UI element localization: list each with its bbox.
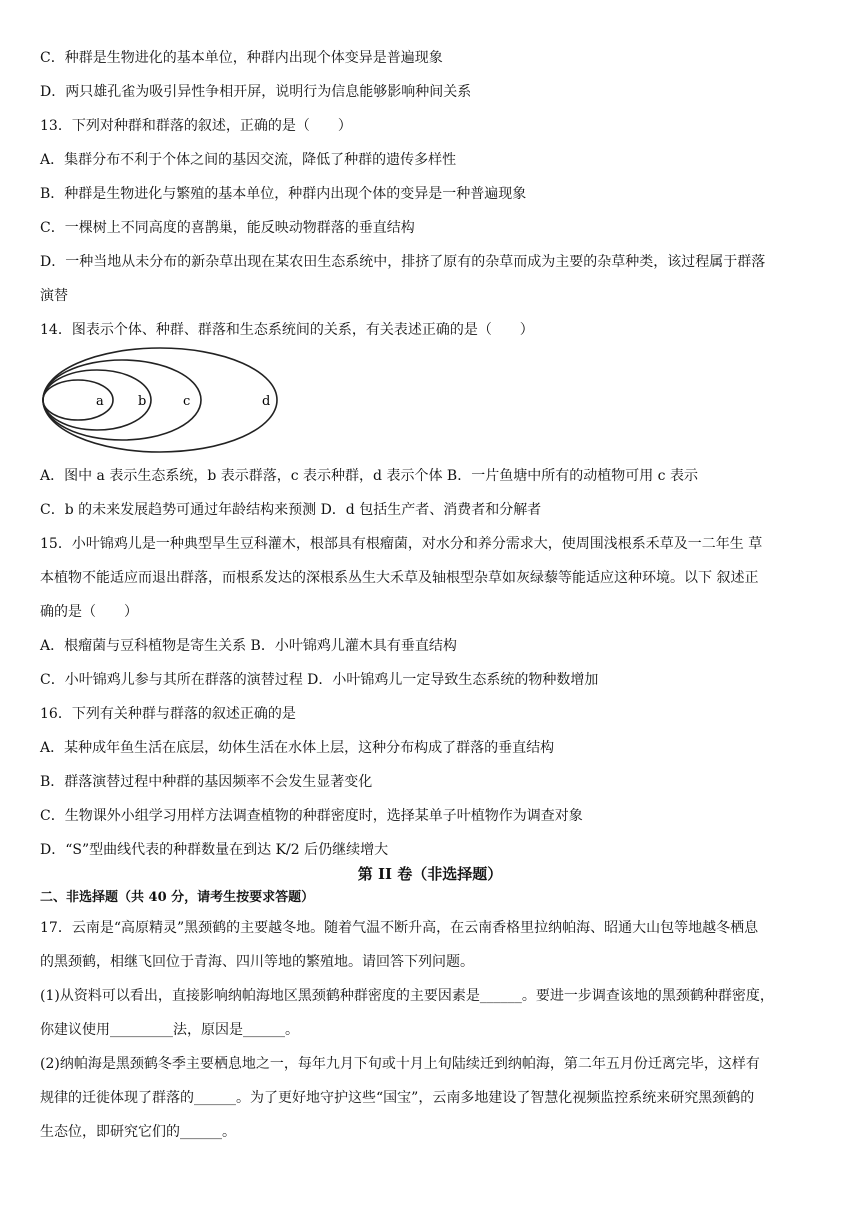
label-c: c [183, 394, 191, 409]
option-12d: D．两只雄孔雀为吸引异性争相开屏，说明行为信息能够影响种间关系 [40, 84, 472, 100]
option-16d: D．“S”型曲线代表的种群数量在到达 K/2 后仍继续增大 [40, 842, 389, 858]
label-b: b [138, 394, 147, 409]
question-17: 17．云南是“高原精灵”黑颈鹤的主要越冬地。随着气温不断升高，在云南香格里拉纳帕海、昭通大山包等地越冬栖息 [40, 920, 759, 936]
option-16c: C．生物课外小组学习用样方法调查植物的种群密度时，选择某单子叶植物作为调查对象 [40, 808, 583, 824]
question-16: 16．下列有关种群与群落的叙述正确的是 [40, 706, 296, 722]
label-d: d [262, 394, 271, 409]
option-13b: B．种群是生物进化与繁殖的基本单位，种群内出现个体的变异是一种普遍现象 [40, 186, 527, 202]
label-a: a [96, 394, 104, 409]
question-17-part1: (1)从资料可以看出，直接影响纳帕海地区黑颈鹤种群密度的主要因素是______。要进一步调查该地的黑颈鹤种群密度， [40, 988, 774, 1004]
option-14ab: A．图中 a 表示生态系统，b 表示群落，c 表示种群，d 表示个体 B．一片鱼塘中所有的动植物可用 c 表示 [40, 468, 698, 484]
question-17-part2-cont2: 生态位，即研究它们的______。 [40, 1124, 236, 1140]
option-13d-cont: 演替 [40, 288, 68, 304]
section-title: 第 II 卷（非选择题） [357, 865, 503, 883]
ellipse-c [43, 360, 201, 440]
question-13: 13．下列对种群和群落的叙述，正确的是（ ） [40, 118, 352, 134]
option-16b: B．群落演替过程中种群的基因频率不会发生显著变化 [40, 774, 373, 790]
question-17-part2-cont1: 规律的迁徙体现了群落的______。为了更好地守护这些“国宝”，云南多地建设了智慧化视频监控系统来研究黑颈鹤的 [40, 1090, 755, 1106]
question-14: 14．图表示个体、种群、群落和生态系统间的关系，有关表述正确的是（ ） [40, 322, 534, 338]
option-15ab: A．根瘤菌与豆科植物是寄生关系 B．小叶锦鸡儿灌木具有垂直结构 [40, 638, 457, 654]
option-16a: A．某种成年鱼生活在底层，幼体生活在水体上层，这种分布构成了群落的垂直结构 [40, 740, 555, 756]
option-13c: C．一棵树上不同高度的喜鹊巢，能反映动物群落的垂直结构 [40, 220, 415, 236]
option-13a: A．集群分布不利于个体之间的基因交流，降低了种群的遗传多样性 [40, 152, 457, 168]
question-17-cont: 的黑颈鹤，相继飞回位于青海、四川等地的繁殖地。请回答下列问题。 [40, 954, 474, 970]
option-14cd: C．b 的未来发展趋势可通过年龄结构来预测 D．d 包括生产者、消费者和分解者 [40, 502, 542, 518]
section-heading: 二、非选择题（共 40 分，请考生按要求答题） [40, 890, 315, 905]
option-13d: D．一种当地从未分布的新杂草出现在某农田生态系统中，排挤了原有的杂草而成为主要的杂草种类，该过程属于群落 [40, 254, 766, 270]
question-15-cont2: 确的是（ ） [40, 604, 138, 620]
question-15-cont1: 本植物不能适应而退出群落，而根系发达的深根系丛生大禾草及轴根型杂草如灰绿藜等能适应这种环境。以下 叙述正 [40, 570, 759, 586]
question-17-part2: (2)纳帕海是黑颈鹤冬季主要栖息地之一，每年九月下旬或十月上旬陆续迁到纳帕海，第二年五月份迁离完毕，这样有 [40, 1056, 760, 1072]
ellipse-d [43, 348, 277, 452]
nested-ellipse-diagram [40, 345, 290, 455]
option-12c: C．种群是生物进化的基本单位，种群内出现个体变异是普遍现象 [40, 50, 443, 66]
question-15: 15．小叶锦鸡儿是一种典型旱生豆科灌木，根部具有根瘤菌，对水分和养分需求大，使周围浅根系禾草及一二年生 草 [40, 536, 763, 552]
option-15cd: C．小叶锦鸡儿参与其所在群落的演替过程 D．小叶锦鸡儿一定导致生态系统的物种数增加 [40, 672, 599, 688]
question-17-part1-cont: 你建议使用_________法，原因是______。 [40, 1022, 299, 1038]
